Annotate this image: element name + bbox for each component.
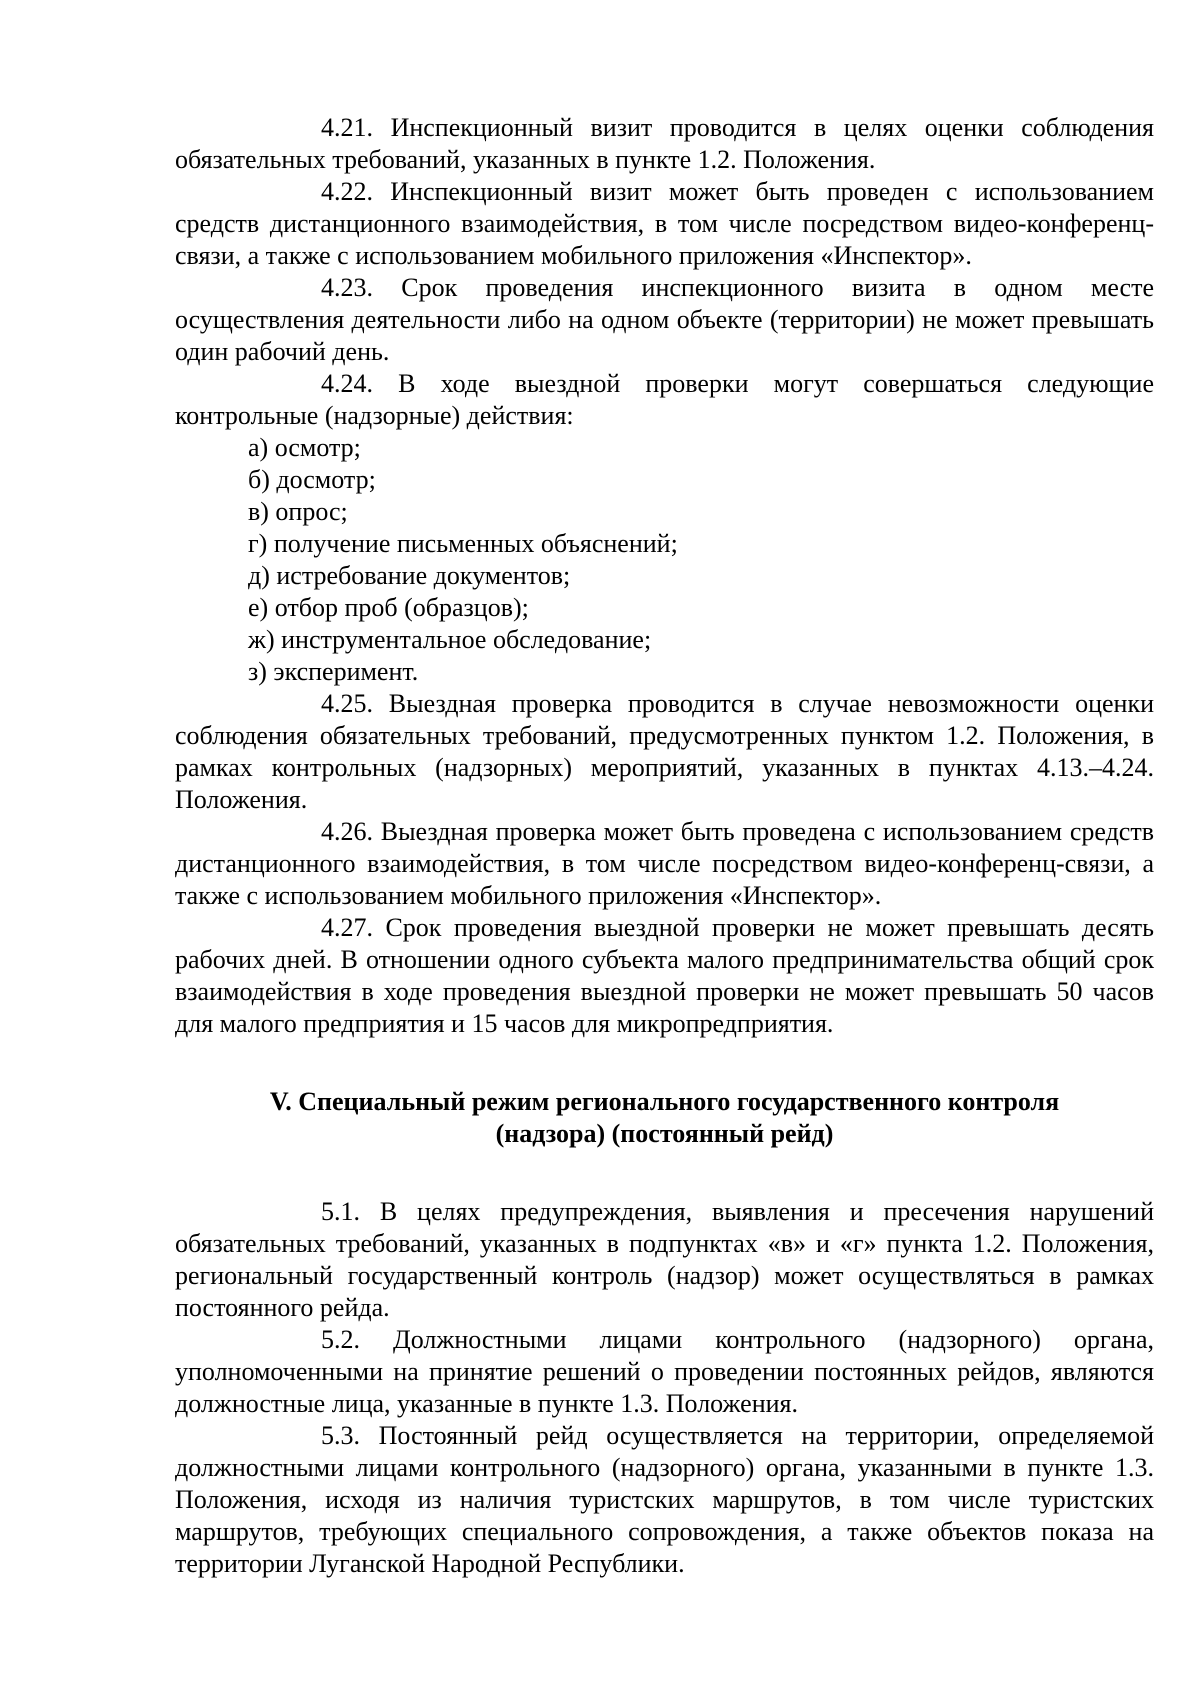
list-item: в) опрос; bbox=[248, 497, 348, 526]
paragraph-text: Инспекционный визит проводится в целях оценки соблюдения обязательных требований, указанных в пункте 1.2. Положения. bbox=[175, 113, 1155, 174]
paragraph-5-2 bbox=[175, 1324, 1154, 1420]
list-item: е) отбор проб (образцов); bbox=[248, 593, 529, 622]
paragraph-text: Срок проведения выездной проверки не может превышать десять рабочих дней. В отношении одного субъекта малого предпринимательства общий срок взаимодействия в ходе проведения выездной проверки не может превышать 50 часов для малого предприятия и 15 часов для микропредприятия. bbox=[175, 913, 1155, 1038]
paragraph-text: Выездная проверка проводится в случае невозможности оценки соблюдения обязательных требований, предусмотренных пунктом 1.2. Положения, в рамках контрольных (надзорных) мероприятий, указанных в пунктах 4.13.–4.24. Положения. bbox=[175, 689, 1155, 814]
list-item: д) истребование документов; bbox=[248, 561, 571, 590]
paragraph-4-26 bbox=[175, 816, 1154, 912]
paragraph-number: 4.27. bbox=[321, 913, 373, 942]
paragraph-4-23 bbox=[175, 272, 1154, 368]
paragraph-text: Постоянный рейд осуществляется на территории, определяемой должностными лицами контрольного (надзорного) органа, указанными в пункте 1.3. Положения, исходя из наличия туристских маршрутов, в том числе туристских маршрутов, требующих специального сопровождения, а также объектов показа на территории Луганской Народной Республики. bbox=[175, 1421, 1154, 1578]
paragraph-text: Инспекционный визит может быть проведен с использованием средств дистанционного взаимодействия, в том числе посредством видео-конференц-связи, а также с использованием мобильного приложения «Инспектор». bbox=[175, 177, 1154, 270]
paragraph-number: 4.26. bbox=[321, 817, 373, 846]
list-item: ж) инструментальное обследование; bbox=[248, 625, 652, 654]
paragraph-text: Должностными лицами контрольного (надзорного) органа, уполномоченными на принятие решений о проведении постоянных рейдов, являются должностные лица, указанные в пункте 1.3. Положения. bbox=[175, 1325, 1155, 1418]
list-item: з) эксперимент. bbox=[248, 657, 419, 686]
paragraph-number: 4.22. bbox=[321, 177, 373, 206]
paragraph-4-24 bbox=[175, 368, 1154, 432]
paragraph-4-22 bbox=[175, 176, 1154, 272]
list-item: б) досмотр; bbox=[248, 465, 376, 494]
paragraph-4-25 bbox=[175, 688, 1154, 816]
paragraph-number: 4.24. bbox=[321, 369, 373, 398]
section-heading-line-1: V. Специальный режим регионального государственного контроля bbox=[269, 1087, 1060, 1116]
list-item: г) получение письменных объяснений; bbox=[248, 529, 678, 558]
paragraph-text: В целях предупреждения, выявления и пресечения нарушений обязательных требований, указанных в подпунктах «в» и «г» пункта 1.2. Положения, региональный государственный контроль (надзор) может осуществляться в рамках постоянного рейда. bbox=[175, 1197, 1155, 1322]
document-page bbox=[175, 112, 1154, 1580]
paragraph-number: 5.3. bbox=[321, 1421, 360, 1450]
paragraph-4-27 bbox=[175, 912, 1154, 1040]
paragraph-4-21 bbox=[175, 112, 1154, 176]
paragraph-number: 4.25. bbox=[321, 689, 373, 718]
list-item: а) осмотр; bbox=[248, 433, 361, 462]
paragraph-text: Выездная проверка может быть проведена с использованием средств дистанционного взаимодействия, в том числе посредством видео-конференц-связи, а также с использованием мобильного приложения «Инспектор». bbox=[175, 817, 1154, 910]
paragraph-5-1 bbox=[175, 1196, 1154, 1324]
paragraph-5-3 bbox=[175, 1420, 1154, 1580]
paragraph-number: 5.1. bbox=[321, 1197, 360, 1226]
paragraph-number: 5.2. bbox=[321, 1325, 360, 1354]
paragraph-text: Срок проведения инспекционного визита в одном месте осуществления деятельности либо на одном объекте (территории) не может превышать один рабочий день. bbox=[175, 273, 1155, 366]
section-heading-line-2: (надзора) (постоянный рейд) bbox=[495, 1119, 834, 1148]
paragraph-text: В ходе выездной проверки могут совершаться следующие контрольные (надзорные) действия: bbox=[175, 369, 1155, 430]
paragraph-number: 4.21. bbox=[321, 113, 373, 142]
paragraph-number: 4.23. bbox=[321, 273, 373, 302]
section-heading bbox=[175, 1086, 1154, 1150]
